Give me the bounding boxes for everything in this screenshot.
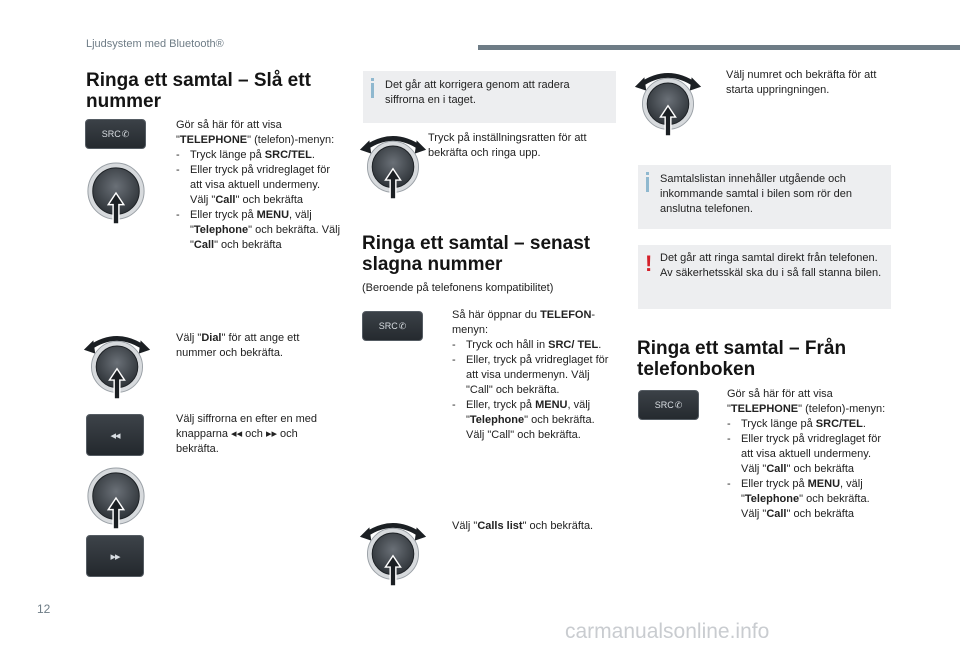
warning-box: ! Det går att ringa samtal direkt från telefonen. Av säkerhetsskäl ska du i så fall stanna bilen.: [638, 245, 891, 309]
info-icon: [646, 177, 649, 192]
rewind-button: ◂◂: [86, 414, 144, 456]
select-number-instruction: Välj numret och bekräfta för att starta uppringningen.: [726, 69, 877, 96]
header-divider: [478, 45, 960, 50]
forward-icon: ▸▸: [265, 428, 277, 440]
col3-menu-instructions: Gör så här för att visa "TELEPHONE" (telefon)-menyn: - Tryck länge på SRC/TEL. - Eller tryck på vridreglaget för att visa aktuell undermeny. Välj "Call" och bekräfta - Eller tryck på MENU, välj "Telephone" och bekräfta. Välj "Call" och bekräfta: [727, 387, 890, 522]
press-knob-instruction: Tryck på inställningsratten för att bekräfta och ringa upp.: [428, 132, 587, 159]
dial-instruction: Välj "Dial" för att ange ett nummer och bekräfta.: [176, 332, 300, 359]
phone-icon: ✆: [674, 399, 683, 410]
list-item: - Tryck och håll in SRC/ TEL.: [452, 338, 614, 353]
forward-button: ▸▸: [86, 535, 144, 577]
list-item: - Tryck länge på SRC/TEL.: [176, 148, 341, 163]
list-item: - Eller tryck på vridreglaget för att visa aktuell undermeny. Välj "Call" och bekräfta: [176, 163, 341, 208]
list-item: - Eller, tryck på MENU, välj "Telephone" och bekräfta. Välj "Call" och bekräfta.: [452, 398, 614, 443]
knob-rotate-icon: [358, 514, 428, 588]
compat-note: (Beroende på telefonens kompatibilitet): [362, 282, 554, 294]
heading-phonebook: Ringa ett samtal – Från telefonboken: [637, 338, 847, 380]
knob-rotate-icon: [358, 127, 428, 201]
knob-rotate-icon: [633, 64, 703, 138]
list-item: - Eller tryck på MENU, välj "Telephone" och bekräfta. Välj "Call" och bekräfta: [176, 208, 341, 253]
src-tel-button: SRC ✆: [638, 390, 699, 420]
phone-icon: ✆: [398, 320, 407, 331]
list-item: - Eller tryck på vridreglaget för att visa aktuell undermeny. Välj "Call" och bekräfta: [727, 432, 890, 477]
knob-press-icon: [85, 465, 147, 533]
list-item: - Eller tryck på MENU, välj "Telephone" och bekräfta. Välj "Call" och bekräfta: [727, 477, 890, 522]
section-header: Ljudsystem med Bluetooth®: [86, 38, 224, 50]
page-number: 12: [37, 602, 51, 616]
info-icon: [371, 83, 374, 98]
col1-menu-instructions: Gör så här för att visa "TELEPHONE" (telefon)-menyn: - Tryck länge på SRC/TEL. - Eller tryck på vridreglaget för att visa aktuell undermeny. Välj "Call" och bekräfta - Eller tryck på MENU, välj "Telephone" och bekräfta. Välj "Call" och bekräfta: [176, 118, 341, 253]
list-item: - Eller, tryck på vridreglaget för att visa undermenyn. Välj "Call" och bekräfta.: [452, 353, 614, 398]
src-tel-button: SRC ✆: [85, 119, 146, 149]
phone-icon: ✆: [121, 128, 130, 139]
heading-dial-number: Ringa ett samtal – Slå ett nummer: [86, 70, 311, 112]
src-tel-button: SRC ✆: [362, 311, 423, 341]
watermark: carmanualsonline.info: [565, 620, 770, 643]
knob-press-icon: [85, 160, 147, 228]
list-item: - Tryck länge på SRC/TEL.: [727, 417, 890, 432]
rewind-icon: ◂◂: [231, 428, 243, 440]
info-box-correct: Det går att korrigera genom att radera siffrorna en i taget.: [363, 71, 616, 123]
info-box-call-list: Samtalslistan innehåller utgående och inkommande samtal i bilen som rör den anslutna telefonen.: [638, 165, 891, 229]
calls-list-instruction: Välj "Calls list" och bekräfta.: [452, 520, 594, 532]
warning-icon: !: [645, 251, 653, 276]
col2-menu-instructions: Så här öppnar du TELEFON-menyn: - Tryck och håll in SRC/ TEL. - Eller, tryck på vridreglaget för att visa undermenyn. Välj "Call" och bekräfta. - Eller, tryck på MENU, välj "Telephone" och bekräfta. Välj "Call" och bekräfta.: [452, 308, 614, 443]
heading-last-number: Ringa ett samtal – senast slagna nummer: [362, 233, 591, 275]
knob-rotate-icon: [82, 327, 152, 401]
digits-instruction: Välj siffrorna en efter en med knapparna ◂◂ och ▸▸ och bekräfta.: [176, 413, 318, 455]
